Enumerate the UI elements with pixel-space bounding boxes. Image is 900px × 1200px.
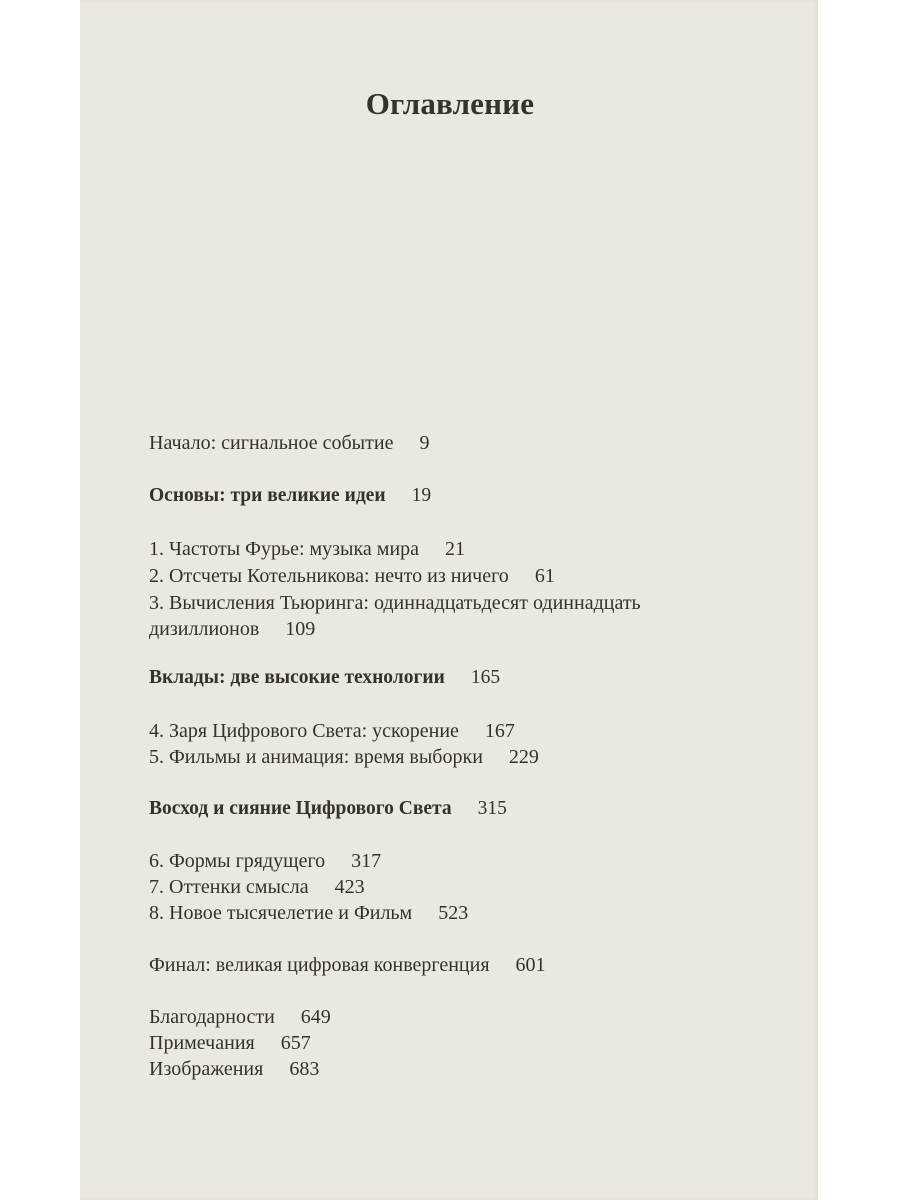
toc-chapter-6 [149, 848, 381, 874]
toc-chapter-1 [149, 536, 465, 562]
toc-entry-page: 9 [419, 432, 430, 454]
toc-entry-text: 6. Формы грядущего [149, 850, 326, 872]
toc-section-heading [149, 483, 431, 509]
toc-chapter-4 [149, 718, 515, 744]
toc-entry-text: 4. Заря Цифрового Света: ускорение [149, 720, 459, 742]
toc-finale [149, 952, 546, 978]
toc-acknowledgements [149, 1004, 331, 1030]
toc-entry-page: 649 [300, 1006, 331, 1028]
toc-images [149, 1056, 319, 1082]
toc-entry-text: 1. Частоты Фурье: музыка мира [149, 538, 420, 560]
toc-entry-text: 5. Фильмы и анимация: время выборки [149, 746, 483, 768]
page-title: Оглавление [365, 86, 535, 121]
toc-section-heading [149, 665, 500, 691]
toc-entry-page: 657 [280, 1032, 311, 1054]
toc-entry-text: Изображения [149, 1058, 264, 1080]
toc-entry-page: 21 [445, 538, 466, 560]
toc-chapter-8 [149, 900, 468, 926]
toc-entry-page: 315 [477, 798, 507, 819]
toc-entry-page: 167 [484, 720, 515, 742]
toc-entry-page: 19 [411, 485, 432, 506]
toc-entry-text: Основы: три великие идеи [149, 485, 386, 506]
toc-entry-text: 2. Отсчеты Котельникова: нечто из ничего [149, 565, 509, 587]
toc-notes [149, 1030, 311, 1056]
toc-entry-text: Вклады: две высокие технологии [149, 667, 445, 688]
toc-entry-text: дизиллионов [149, 618, 260, 640]
toc-entry-page: 317 [351, 850, 382, 872]
toc-chapter-2 [149, 563, 555, 589]
toc-entry-text: 3. Вычисления Тьюринга: одиннадцатьдесят одиннадцать [149, 592, 641, 614]
toc-chapter-7 [149, 874, 365, 900]
toc-chapter-5 [149, 744, 539, 770]
toc-section-heading [149, 796, 507, 822]
toc-entry-page: 61 [534, 565, 555, 587]
toc-entry-text: 8. Новое тысячелетие и Фильм [149, 902, 413, 924]
toc-entry-text: Восход и сияние Цифрового Света [149, 798, 452, 819]
toc-entry-text: Благодарности [149, 1006, 275, 1028]
toc-chapter-3 [149, 590, 641, 616]
toc-entry-page: 601 [515, 954, 546, 976]
toc-entry-text: Примечания [149, 1032, 255, 1054]
toc-entry-page: 165 [470, 667, 501, 688]
toc-entry-page: 229 [508, 746, 539, 768]
toc-entry-text: 7. Оттенки смысла [149, 876, 309, 898]
toc-entry-page: 109 [285, 618, 316, 640]
toc-entry-page: 683 [289, 1058, 320, 1080]
toc-entry-text: Финал: великая цифровая конвергенция [149, 954, 490, 976]
toc-entry-page: 523 [438, 902, 469, 924]
toc-entry-page: 423 [334, 876, 365, 898]
toc-chapter-3-continued [149, 616, 315, 642]
toc-entry-prologue [149, 430, 429, 456]
toc-entry-text: Начало: сигнальное событие [149, 432, 394, 454]
